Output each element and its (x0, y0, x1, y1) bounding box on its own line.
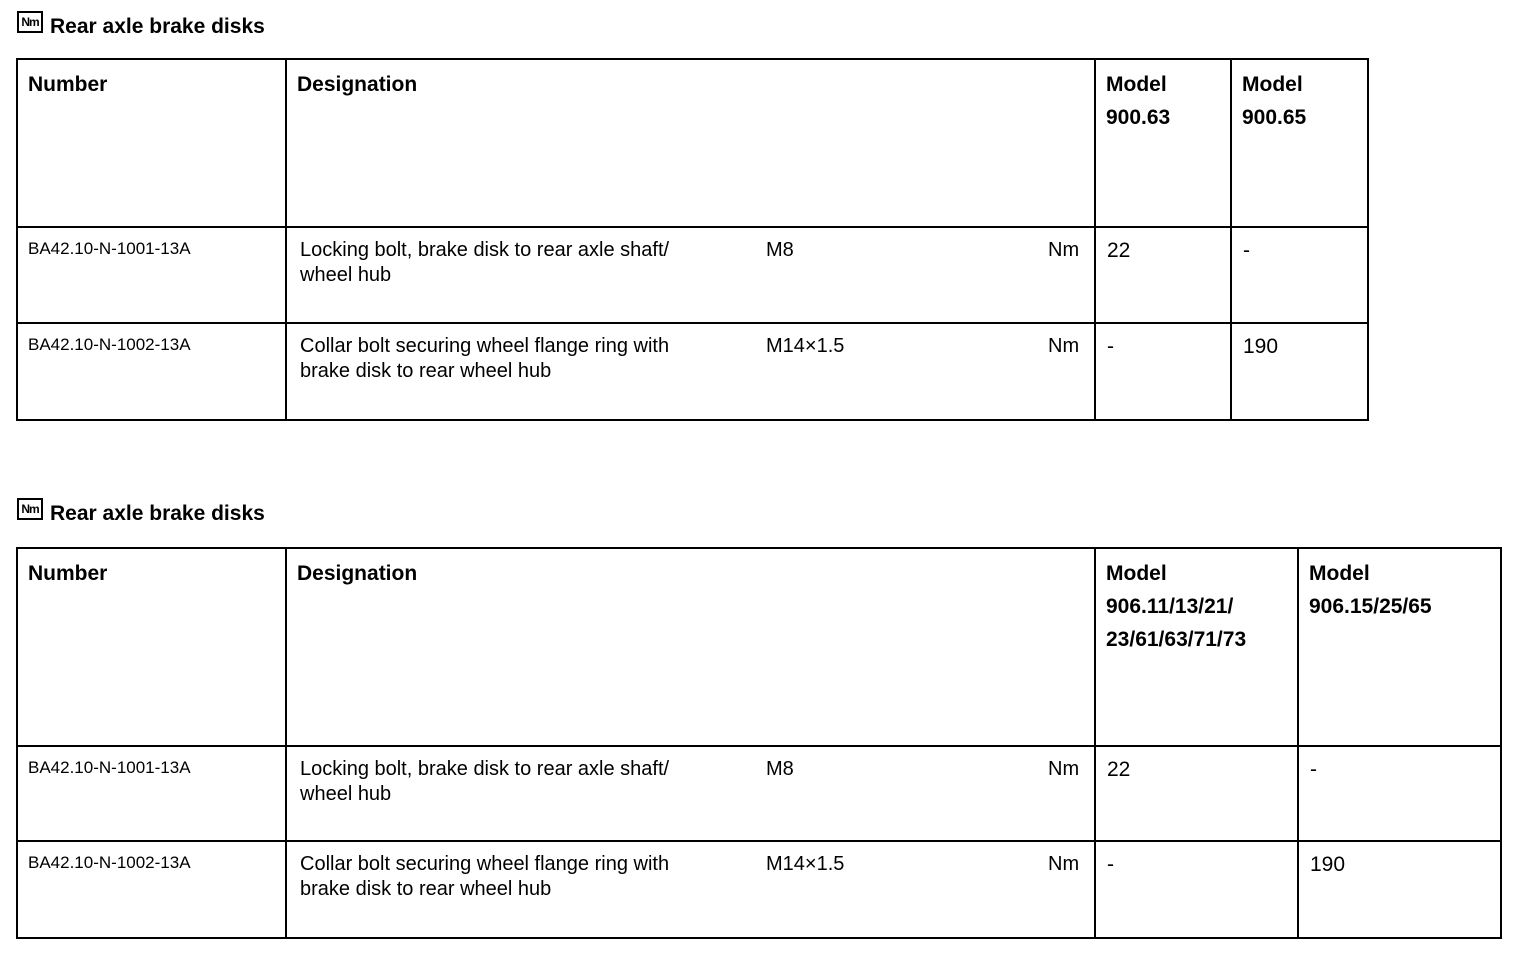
section-heading: Rear axle brake disks (50, 502, 265, 525)
model-b-header-label: Model (1309, 562, 1370, 585)
row-number: BA42.10-N-1002-13A (17, 841, 286, 938)
row-designation (286, 841, 1095, 938)
designation-line-2: wheel hub (300, 264, 392, 286)
table-row (17, 323, 1368, 420)
table-row (17, 227, 1368, 323)
designation-line-1: Locking bolt, brake disk to rear axle shaft/ (300, 758, 670, 780)
value-model-b: 190 (1298, 841, 1501, 938)
row-number: BA42.10-N-1002-13A (17, 323, 286, 420)
model-a-header-code-cont: 23/61/63/71/73 (1106, 628, 1247, 651)
model-a-header-code: 900.63 (1106, 106, 1171, 129)
value-model-b: - (1231, 227, 1368, 323)
designation-header: Designation (286, 59, 1095, 227)
model-b-header-code: 906.15/25/65 (1309, 595, 1432, 618)
designation-line-1: Locking bolt, brake disk to rear axle shaft/ (300, 239, 670, 261)
torque-unit: Nm (1048, 239, 1080, 261)
model-a-header-label: Model (1106, 562, 1167, 585)
designation-line-1: Collar bolt securing wheel flange ring with (300, 335, 670, 357)
designation-line-2: brake disk to rear wheel hub (300, 360, 552, 382)
value-model-a: 22 (1095, 227, 1231, 323)
table-header-row (17, 59, 1368, 227)
torque-table-1 (16, 58, 1369, 421)
section-heading: Rear axle brake disks (50, 15, 265, 38)
designation-line-2: wheel hub (300, 783, 392, 805)
table-header-row (17, 548, 1501, 746)
thread-size: M8 (766, 758, 794, 780)
value-model-b: - (1298, 746, 1501, 841)
torque-table-2 (16, 547, 1502, 939)
model-a-header (1095, 548, 1298, 746)
designation-line-2: brake disk to rear wheel hub (300, 878, 552, 900)
torque-unit: Nm (1048, 758, 1080, 780)
thread-size: M8 (766, 239, 794, 261)
model-b-header (1231, 59, 1368, 227)
model-a-header (1095, 59, 1231, 227)
row-number: BA42.10-N-1001-13A (17, 227, 286, 323)
designation-line-1: Collar bolt securing wheel flange ring with (300, 853, 670, 875)
model-a-header-code: 906.11/13/21/ (1106, 595, 1234, 618)
number-header: Number (17, 59, 286, 227)
value-model-b: 190 (1231, 323, 1368, 420)
section-title-1 (17, 9, 265, 39)
model-b-header (1298, 548, 1501, 746)
torque-unit: Nm (1048, 853, 1080, 875)
value-model-a: - (1095, 323, 1231, 420)
value-model-a: - (1095, 841, 1298, 938)
table-row (17, 746, 1501, 841)
model-b-header-code: 900.65 (1242, 106, 1307, 129)
torque-nm-icon: Nm (17, 11, 43, 33)
thread-size: M14×1.5 (766, 335, 845, 357)
section-title-2 (17, 496, 265, 526)
thread-size: M14×1.5 (766, 853, 845, 875)
model-b-header-label: Model (1242, 73, 1303, 96)
model-a-header-label: Model (1106, 73, 1167, 96)
torque-unit: Nm (1048, 335, 1080, 357)
value-model-a: 22 (1095, 746, 1298, 841)
number-header: Number (17, 548, 286, 746)
row-designation (286, 323, 1095, 420)
row-designation (286, 227, 1095, 323)
row-number: BA42.10-N-1001-13A (17, 746, 286, 841)
torque-nm-icon: Nm (17, 498, 43, 520)
table-row (17, 841, 1501, 938)
row-designation (286, 746, 1095, 841)
designation-header: Designation (286, 548, 1095, 746)
